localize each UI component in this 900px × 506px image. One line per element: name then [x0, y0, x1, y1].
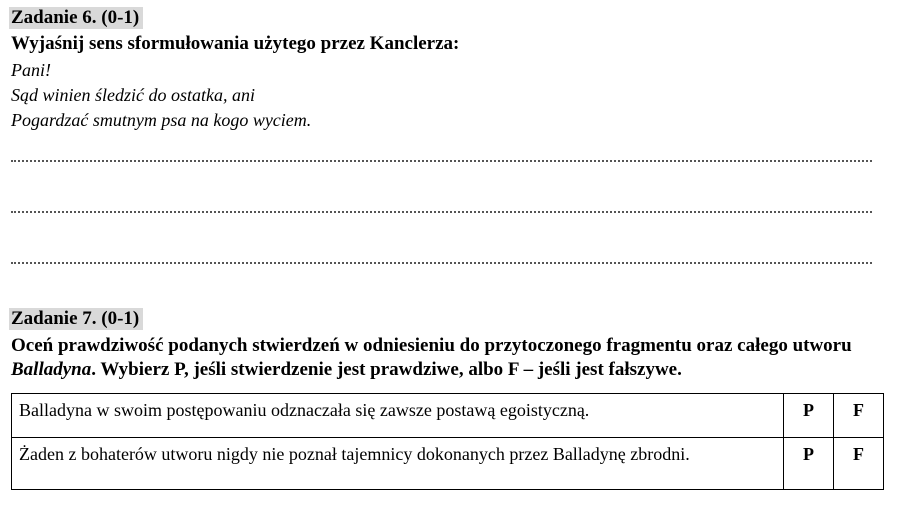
true-false-table [11, 393, 884, 490]
true-option[interactable]: P [784, 438, 834, 490]
quote-line: Sąd winien śledzić do ostatka, ani [11, 85, 255, 105]
task-6-title: Zadanie 6. (0-1) [9, 7, 143, 29]
false-option[interactable]: F [834, 394, 884, 438]
table-row [12, 438, 884, 490]
answer-line[interactable] [11, 262, 872, 264]
task-7-instruction [11, 334, 891, 382]
statement-cell: Żaden z bohaterów utworu nigdy nie poznał tajemnicy dokonanych przez Balladynę zbrodni. [12, 438, 784, 490]
answer-line[interactable] [11, 211, 872, 213]
task-6-instruction: Wyjaśnij sens sformułowania użytego przez Kanclerza: [11, 33, 460, 54]
task-7-title: Zadanie 7. (0-1) [9, 308, 143, 330]
instruction-text: Oceń prawdziwość podanych stwierdzeń w odniesieniu do przytoczonego fragmentu oraz całego utworu [11, 335, 852, 356]
false-option[interactable]: F [834, 438, 884, 490]
answer-line[interactable] [11, 160, 872, 162]
table-row [12, 394, 884, 438]
true-option[interactable]: P [784, 394, 834, 438]
quote-line: Pani! [11, 60, 51, 80]
statement-cell: Balladyna w swoim postępowaniu odznaczała się zawsze postawą egoistyczną. [12, 394, 784, 438]
work-title: Balladyna [11, 359, 92, 380]
quote-line: Pogardzać smutnym psa na kogo wyciem. [11, 110, 312, 130]
instruction-text: . Wybierz P, jeśli stwierdzenie jest prawdziwe, albo F – jeśli jest fałszywe. [91, 359, 682, 380]
quote-block [11, 58, 311, 133]
